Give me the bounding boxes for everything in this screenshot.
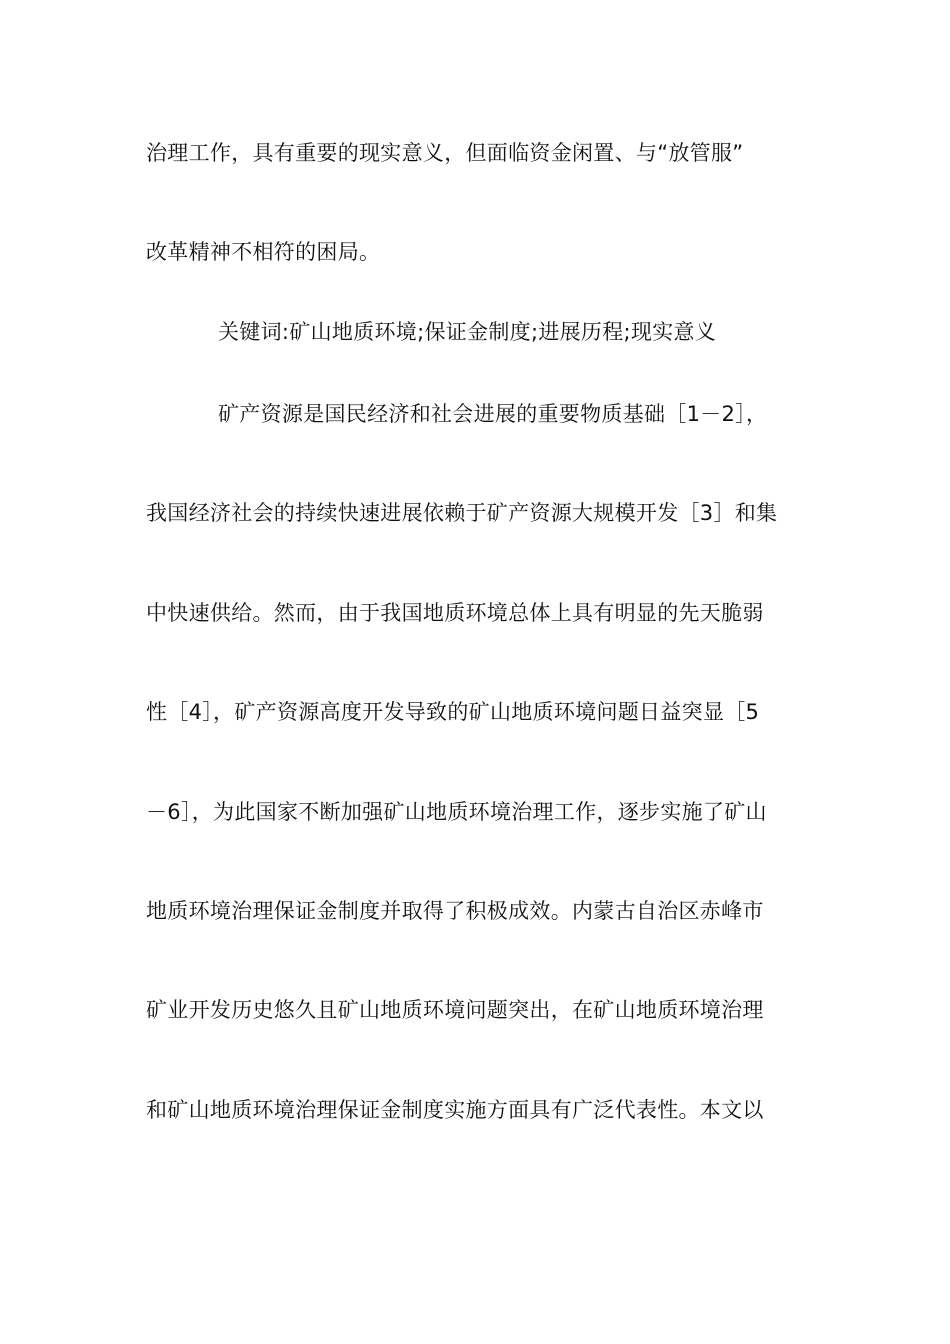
keywords-line: 关键词:矿山地质环境;保证金制度;进展历程;现实意义 bbox=[218, 320, 717, 344]
text-line-9: 矿业开发历史悠久且矿山地质环境问题突出，在矿山地质环境治理 bbox=[146, 998, 764, 1022]
text-line-8: 地质环境治理保证金制度并取得了积极成效。内蒙古自治区赤峰市 bbox=[146, 899, 764, 923]
text-line-4: 我国经济社会的持续快速进展依赖于矿产资源大规模开发［3］和集 bbox=[146, 501, 778, 525]
text-line-6: 性［4］，矿产资源高度开发导致的矿山地质环境问题日益突显［5 bbox=[146, 700, 760, 724]
text-line-7: －6］，为此国家不断加强矿山地质环境治理工作，逐步实施了矿山 bbox=[146, 800, 767, 824]
text-line-10: 和矿山地质环境治理保证金制度实施方面具有广泛代表性。本文以 bbox=[146, 1098, 764, 1122]
text-line-3: 矿产资源是国民经济和社会进展的重要物质基础［1－2］， bbox=[218, 402, 768, 426]
text-line-2: 改革精神不相符的困局。 bbox=[146, 240, 381, 264]
text-line-1: 治理工作，具有重要的现实意义，但面临资金闲置、与“放管服” bbox=[146, 141, 744, 165]
text-line-5: 中快速供给。然而，由于我国地质环境总体上具有明显的先天脆弱 bbox=[146, 601, 764, 625]
